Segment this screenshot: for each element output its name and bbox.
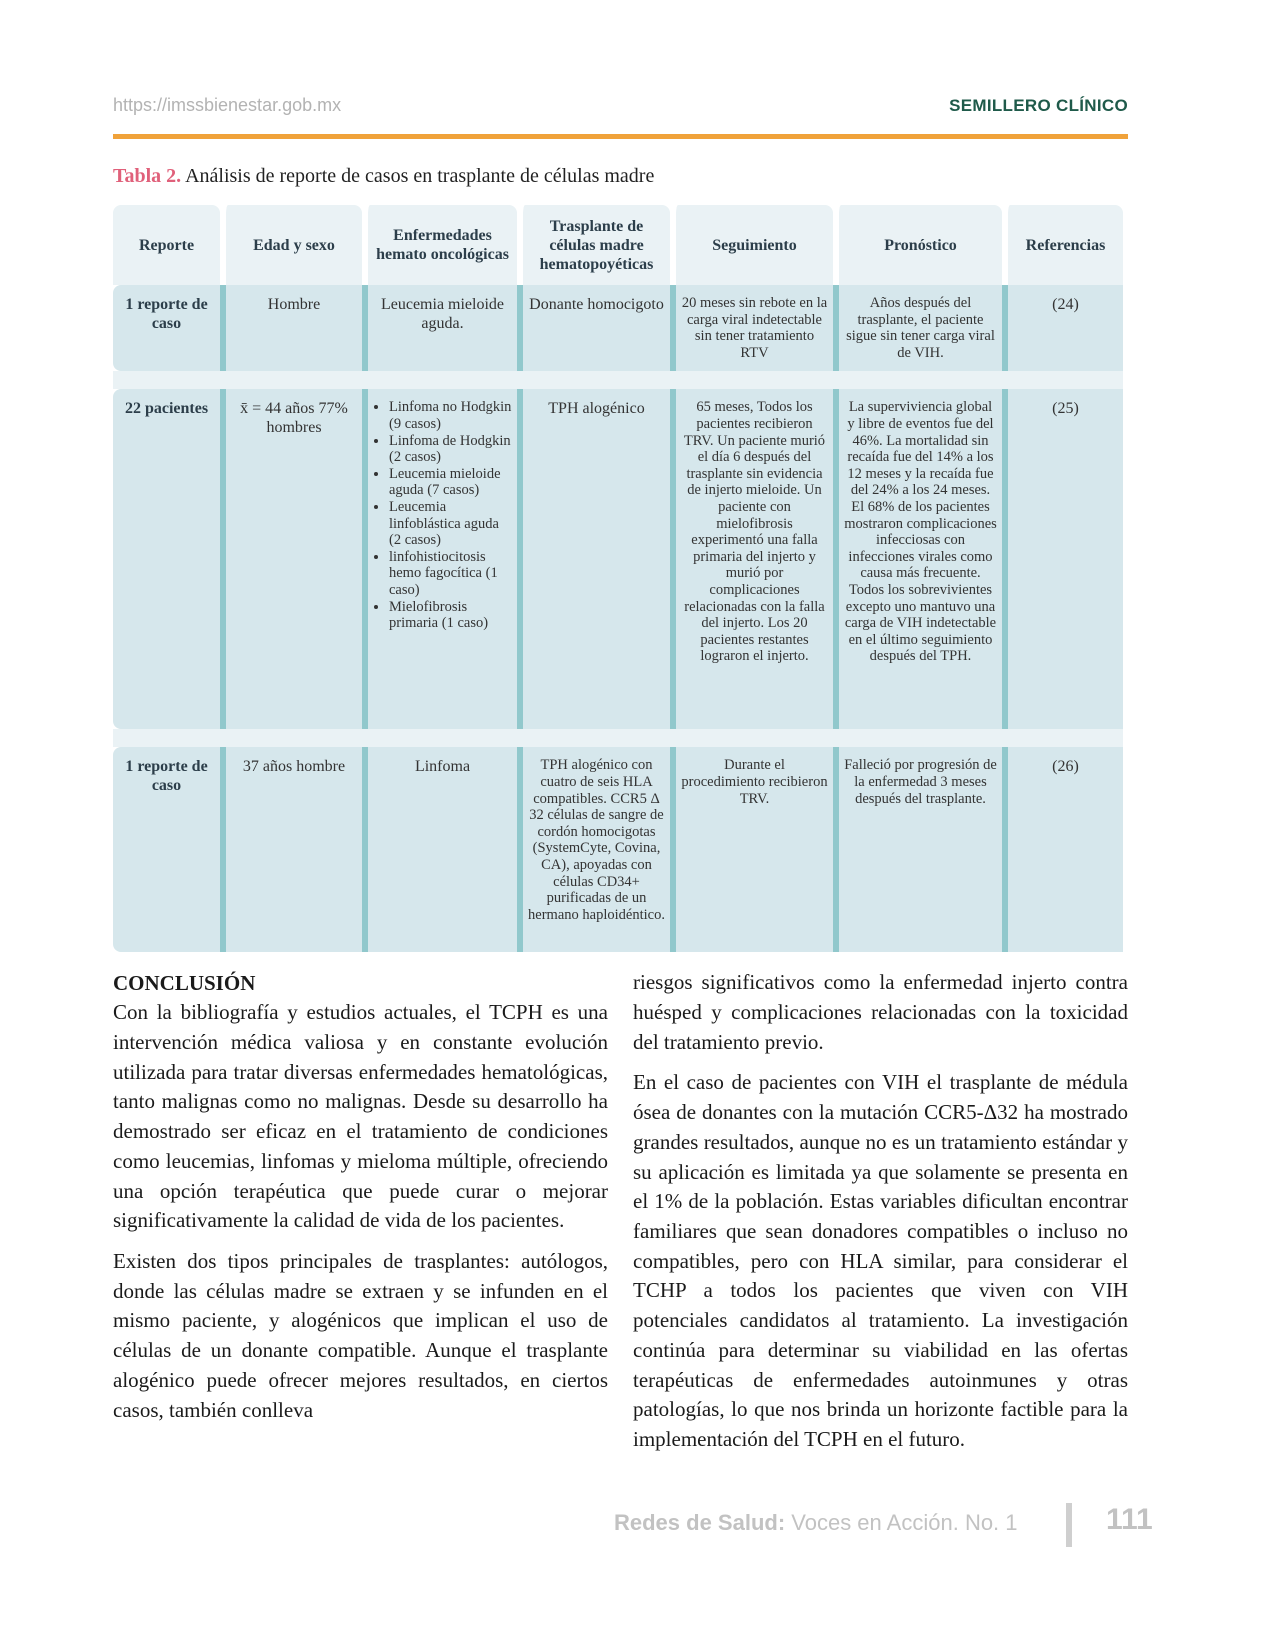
paragraph: Con la bibliografía y estudios actuales, el TCPH es una intervención médica valiosa y en constante evolución utilizada para tratar diversas enfermedades hematológicas, tanto malignas como no malignas. Desde su desarrollo ha demostrado ser eficaz en el tratamiento de condiciones como leucemias, linfomas y mieloma múltiple, ofreciendo una opción terapéutica que puede curar o mejorar significativamente la calidad de vida de los pacientes. xyxy=(113,1000,608,1233)
page-number: 111 xyxy=(1106,1503,1153,1536)
caption-text: Análisis de reporte de casos en trasplante de células madre xyxy=(181,165,655,187)
table-cell: Hombre xyxy=(220,285,362,371)
table-cell: TPH alogénico xyxy=(517,389,670,729)
table-cell: Leucemia mieloide aguda. xyxy=(362,285,517,371)
column-header: Enfermedades hemato oncológicas xyxy=(362,205,517,285)
caption-label: Tabla 2. xyxy=(113,165,182,187)
row-spacer xyxy=(113,729,1123,747)
table-cell: 37 años hombre xyxy=(220,747,362,952)
paragraph: En el caso de pacientes con VIH el trasplante de médula ósea de donantes con la mutación CCR5-Δ32 ha mostrado grandes resultados, aunque no es un tratamiento estándar y su aplicación es limitada ya que solamente se presenta en el 1% de la población. Estas variables dificultan encontrar familiares que sean donadores compatibles o incluso no compatibles, pero con HLA similar, para considerar el TCHP a todos los pacientes que viven con VIH potenciales candidatos al tratamiento. La investigación continúa para determinar su viabilidad en las ofertas terapéuticas de enfermedades autoinmunes y otras patologías, lo que nos brinda un horizonte factible para la implementación del TCPH en el futuro. xyxy=(633,1070,1128,1451)
table-cell: Linfoma xyxy=(362,747,517,952)
table-cell: (26) xyxy=(1002,747,1123,952)
conclusion-heading: CONCLUSIÓN xyxy=(113,971,256,996)
table-cell: 65 meses, Todos los pacientes recibieron TRV. Un paciente murió el día 6 después del trasplante sin evidencia de injerto mieloide. Un paciente con mielofibrosis experimentó una falla primaria del injerto y murió por complicaciones relacionadas con la falla del injerto. Los 20 pacientes restantes lograron el injerto. xyxy=(670,389,833,729)
table-cell: La superviviencia global y libre de eventos fue del 46%. La mortalidad sin recaída fue del 14% a los 12 meses y la recaída fue del 24% a los 24 meses. El 68% de los pacientes mostraron complicaciones infecciosas con infecciones virales como causa más frecuente. Todos los sobrevivientes excepto uno mantuvo una carga de VIH indetectable en el último seguimiento después del TPH. xyxy=(833,389,1002,729)
header-rule xyxy=(113,134,1128,139)
list-item: • Leucemia linfoblástica aguda (2 casos) xyxy=(389,499,512,549)
column-header: Edad y sexo xyxy=(220,205,362,285)
list-item: • Linfoma de Hodgkin (2 casos) xyxy=(389,433,512,466)
paragraph: riesgos significativos como la enfermedad injerto contra huésped y complicaciones relacionadas con la toxicidad del tratamiento previo. xyxy=(633,970,1128,1054)
list-item: • linfohistiocitosis hemo fagocítica (1 caso) xyxy=(389,549,512,599)
right-column xyxy=(633,968,1128,1465)
list-item: • Linfoma no Hodgkin (9 casos) xyxy=(389,399,512,432)
table-cell: Durante el procedimiento recibieron TRV. xyxy=(670,747,833,952)
journal-issue: Voces en Acción. No. 1 xyxy=(785,1510,1018,1535)
left-column xyxy=(113,968,608,1465)
table-cell: Años después del trasplante, el paciente sigue sin tener carga viral de VIH. xyxy=(833,285,1002,371)
list-item: • Leucemia mieloide aguda (7 casos) xyxy=(389,466,512,499)
table-cell: Falleció por progresión de la enfermedad 3 meses después del trasplante. xyxy=(833,747,1002,952)
column-header: Trasplante de células madre hematopoyéticas xyxy=(517,205,670,285)
column-header: Reporte xyxy=(113,205,220,285)
table-cell: 20 meses sin rebote en la carga viral indetectable sin tener tratamiento RTV xyxy=(670,285,833,371)
list-item: • Mielofibrosis primaria (1 caso) xyxy=(389,599,512,632)
column-header: Pronóstico xyxy=(833,205,1002,285)
site-url: https://imssbienestar.gob.mx xyxy=(113,95,342,115)
paragraph: Existen dos tipos principales de trasplantes: autólogos, donde las células madre se extraen y se infunden en el mismo paciente, y alogénicos que implican el uso de células de un donante compatible. Aunque el trasplante alogénico puede ofrecer mejores resultados, en ciertos casos, también conlleva xyxy=(113,1249,608,1422)
table-cell xyxy=(362,389,517,729)
footer-divider xyxy=(1066,1503,1072,1547)
table-caption xyxy=(113,165,654,188)
section-title: SEMILLERO CLÍNICO xyxy=(949,96,1128,115)
table-cell: Donante homocigoto xyxy=(517,285,670,371)
table-cell: 1 reporte de caso xyxy=(113,285,220,371)
column-header: Referencias xyxy=(1002,205,1123,285)
disease-list xyxy=(373,399,512,631)
body-columns xyxy=(113,968,1128,1465)
column-header: Seguimiento xyxy=(670,205,833,285)
table-cell: x̄ = 44 años 77% hombres xyxy=(220,389,362,729)
journal-name-bold: Redes de Salud: xyxy=(614,1510,786,1535)
table-cell: (25) xyxy=(1002,389,1123,729)
journal-name xyxy=(614,1510,1018,1536)
row-spacer xyxy=(113,371,1123,389)
table-cell: 22 pacientes xyxy=(113,389,220,729)
content-flow xyxy=(113,205,1128,1466)
table-cell: (24) xyxy=(1002,285,1123,371)
table-cell: 1 reporte de caso xyxy=(113,747,220,952)
cases-table xyxy=(113,205,1123,952)
table-cell: TPH alogénico con cuatro de seis HLA compatibles. CCR5 Δ 32 células de sangre de cordón homocigotas (SystemCyte, Covina, CA), apoyadas con células CD34+ purificadas de un hermano haploidéntico. xyxy=(517,747,670,952)
